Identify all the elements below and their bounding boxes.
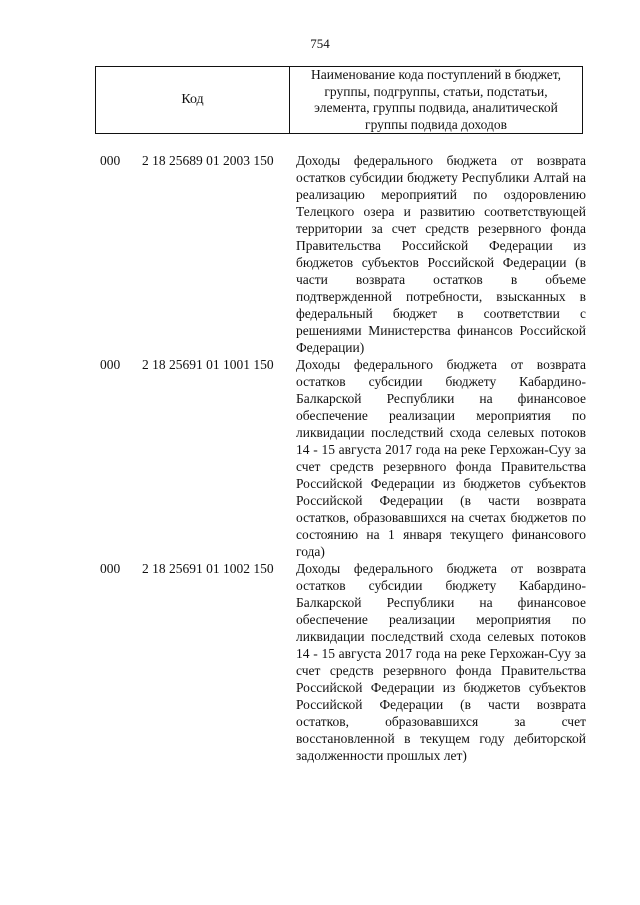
header-code-label: Код — [96, 67, 290, 133]
table-row — [100, 152, 590, 356]
table-header — [95, 66, 583, 134]
row-admin-code: 000 — [100, 153, 121, 168]
table-row — [100, 356, 590, 560]
table-body — [100, 152, 590, 764]
row-description: Доходы федерального бюджета от возврата остатков субсидии бюджету Кабардино-Балкарской Республики на финансовое обеспечение реализации мероприятия по ликвидации последствий схода селевых потоков 14 - 15 августа 2017 года на реке Герхожан-Суу за счет средств резервного фонда Правительства Российской Федерации из бюджетов субъектов Российской Федерации (в части возврата остатков, образовавшихся на счетах бюджетов по состоянию на 1 января текущего финансового года) — [296, 357, 586, 559]
header-name-label: Наименование кода поступлений в бюджет, группы, подгруппы, статьи, подстатьи, элемента, группы подвида, аналитической группы подвида доходов — [310, 67, 561, 132]
row-income-code: 2 18 25691 01 1001 150 — [142, 357, 274, 372]
row-admin-code: 000 — [100, 561, 121, 576]
row-description: Доходы федерального бюджета от возврата остатков субсидии бюджету Республики Алтай на реализацию мероприятий по оздоровлению Телецкого озера и развитию соответствующей территории за счет средств резервного фонда Правительства Российской Федерации из бюджетов субъектов Российской Федерации (в части возврата остатков в объеме подтвержденной потребности, взысканных в федеральный бюджет в соответствии с решениями Министерства финансов Российской Федерации) — [296, 153, 586, 355]
row-income-code: 2 18 25689 01 2003 150 — [142, 153, 274, 168]
table-row — [100, 560, 590, 764]
page-number: 754 — [310, 36, 330, 51]
row-admin-code: 000 — [100, 357, 121, 372]
row-income-code: 2 18 25691 01 1002 150 — [142, 561, 274, 576]
row-description: Доходы федерального бюджета от возврата остатков субсидии бюджету Кабардино-Балкарской Республики на финансовое обеспечение реализации мероприятия по ликвидации последствий схода селевых потоков 14 - 15 августа 2017 года на реке Герхожан-Суу за счет средств резервного фонда Правительства Российской Федерации из бюджетов субъектов Российской Федерации (в части возврата остатков, образовавшихся за счет восстановленной в текущем году дебиторской задолженности прошлых лет) — [296, 561, 586, 763]
